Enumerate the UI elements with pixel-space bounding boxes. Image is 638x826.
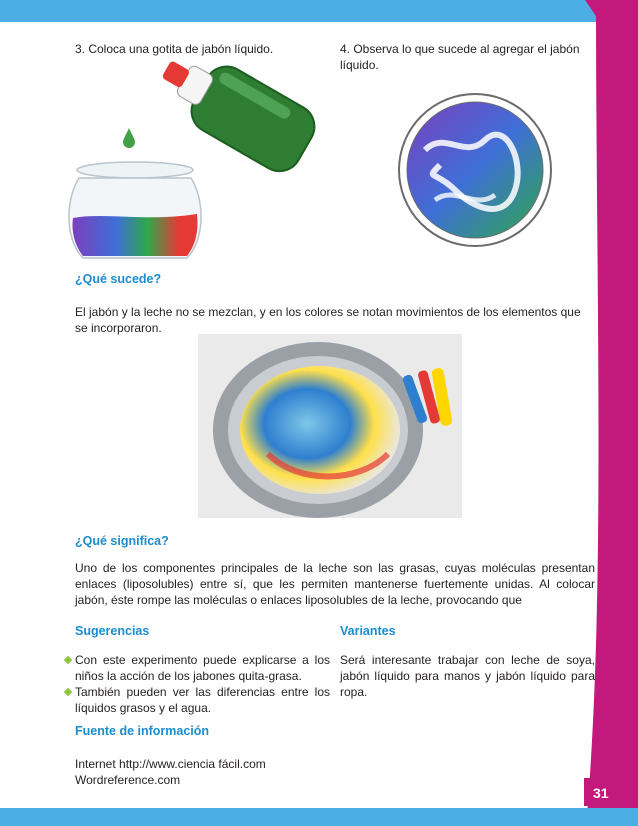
jar-icon — [65, 160, 205, 264]
variantes-text: Será interesante trabajar con leche de soya, jabón líquido para manos y jabón líquido para ropa. — [340, 653, 595, 699]
sugerencias-list — [75, 652, 330, 716]
top-decorative-band — [0, 0, 638, 22]
page-number: 31 — [593, 785, 609, 801]
bullet-icon — [64, 656, 72, 664]
step-4-text: 4. Observa lo que sucede al agregar el jabón líquido. — [340, 42, 580, 72]
sugerencia-item: También pueden ver las diferencias entre los líquidos grasos y el agua. — [75, 684, 330, 716]
que-significa-text: Uno de los componentes principales de la leche son las grasas, cuyas moléculas presentan enlaces (liposolubles) entre sí, que les permiten mantenerse fuertemente unidas. Al colocar jabón, éste rompe las moléculas o enlaces liposolubles de la leche, provocando que — [75, 561, 595, 607]
sugerencia-item: Con este experimento puede explicarse a los niños la acción de los jabones quita-grasa. — [75, 652, 330, 684]
soap-drop-icon — [122, 128, 136, 148]
step-3-text: 3. Coloca una gotita de jabón líquido. — [75, 42, 274, 56]
sugerencias-heading: Sugerencias — [75, 624, 150, 638]
bowl-photo — [198, 334, 462, 518]
que-sucede-heading: ¿Qué sucede? — [75, 272, 162, 286]
right-decorative-band — [586, 0, 638, 826]
bottom-decorative-band — [0, 808, 638, 826]
plate-icon — [395, 90, 555, 250]
que-significa-heading: ¿Qué significa? — [75, 534, 169, 548]
fuente-line-1: Internet http://www.ciencia fácil.com — [75, 757, 266, 771]
fuente-heading: Fuente de información — [75, 724, 210, 738]
variantes-heading: Variantes — [340, 624, 396, 638]
que-sucede-text: El jabón y la leche no se mezclan, y en los colores se notan movimientos de los elementos que se incorporaron. — [75, 305, 581, 335]
fuente-line-2: Wordreference.com — [75, 773, 181, 787]
bullet-icon — [64, 688, 72, 696]
